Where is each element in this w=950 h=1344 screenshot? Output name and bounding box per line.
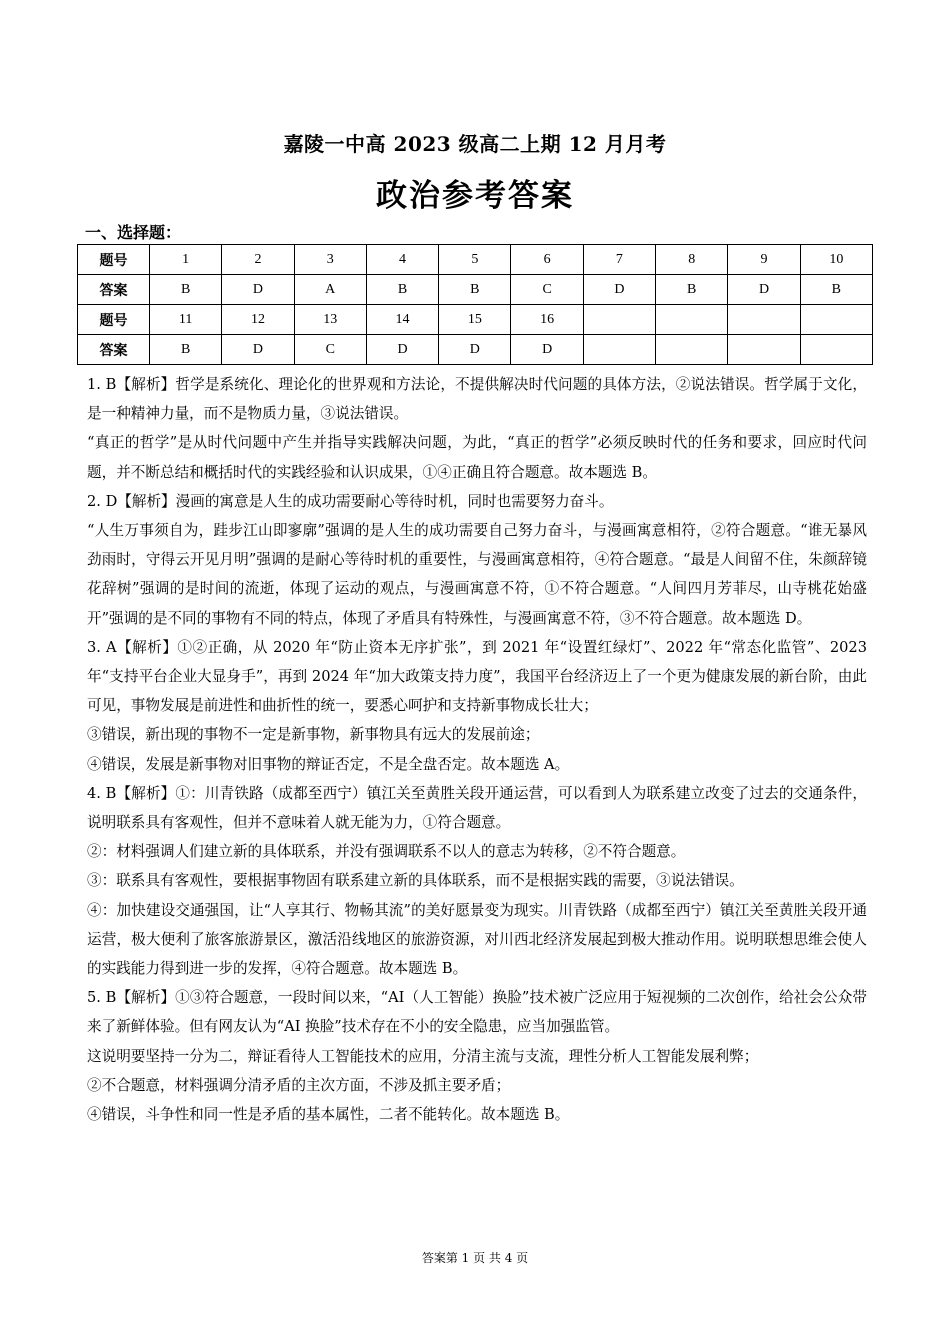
page-footer: 答案第 1 页 共 4 页 — [421, 1251, 529, 1265]
answer-cell — [583, 335, 655, 365]
answer-cell: D — [439, 335, 511, 365]
answer-cell: C — [294, 335, 366, 365]
question-number-cell: 4 — [366, 245, 438, 275]
answer-cell: D — [728, 275, 800, 305]
exam-title: 嘉陵一中高 2023 级高二上期 12 月月考 — [283, 132, 667, 156]
answer-cell: C — [511, 275, 583, 305]
answer-key-title: 政治参考答案 — [376, 178, 574, 214]
explanation-paragraph: ④：加快建设交通强国，让“人享其行、物畅其流”的美好愿景变为现实。川青铁路（成都至西宁）镇江关至黄胜关段开通运营，极大便利了旅客旅游景区，激活沿线地区的旅游资源，对川西北经济发展起到极大推动作用。说明联想思维会使人的实践能力得到进一步的发挥，④符合题意。故本题选 B。 — [87, 901, 867, 978]
explanation-paragraph: ④错误，斗争性和同一性是矛盾的基本属性，二者不能转化。故本题选 B。 — [87, 1106, 570, 1124]
table-row-numbers — [78, 305, 873, 335]
explanation-paragraph: 4. B【解析】①：川青铁路（成都至西宁）镇江关至黄胜关段开通运营，可以看到人为联系建立改变了过去的交通条件，说明联系具有客观性，但并不意味着人就无能为力，①符合题意。 — [87, 784, 867, 832]
explanation-paragraph: ③错误，新出现的事物不一定是新事物，新事物具有远大的发展前途； — [87, 726, 540, 744]
answer-cell: D — [583, 275, 655, 305]
table-row-answers — [78, 275, 873, 305]
explanation-paragraph: ②不合题意，材料强调分清矛盾的主次方面，不涉及抓主要矛盾； — [87, 1076, 511, 1094]
section-heading: 一、选择题： — [85, 223, 182, 242]
explanations — [87, 370, 867, 1129]
question-number-cell: 8 — [656, 245, 728, 275]
answer-cell: A — [294, 275, 366, 305]
question-number-cell: 7 — [583, 245, 655, 275]
answer-cell: D — [222, 335, 294, 365]
row-label-answer: 答案 — [78, 275, 150, 305]
table-row-numbers — [78, 245, 873, 275]
row-label-answer: 答案 — [78, 335, 150, 365]
question-number-cell — [800, 305, 872, 335]
explanation-paragraph: 5. B【解析】①③符合题意，一段时间以来，“AI（人工智能）换脸”技术被广泛应用于短视频的二次创作，给社会公众带来了新鲜体验。但有网友认为“AI 换脸”技术存在不小的安全隐患，应当加强监管。 — [87, 989, 867, 1036]
explanation-paragraph: 2. D【解析】漫画的寓意是人生的成功需要耐心等待时机，同时也需要努力奋斗。 — [87, 492, 614, 510]
answer-cell: B — [656, 275, 728, 305]
answer-cell: D — [222, 275, 294, 305]
question-number-cell — [728, 305, 800, 335]
explanation-paragraph: 1. B【解析】哲学是系统化、理论化的世界观和方法论，不提供解决时代问题的具体方法，②说法错误。哲学属于文化，是一种精神力量，而不是物质力量，③说法错误。 — [87, 376, 867, 423]
explanation-paragraph: 这说明要坚持一分为二，辩证看待人工智能技术的应用，分清主流与支流，理性分析人工智能发展利弊； — [87, 1047, 759, 1065]
question-number-cell: 12 — [222, 305, 294, 335]
answer-cell — [656, 335, 728, 365]
question-number-cell: 6 — [511, 245, 583, 275]
question-number-cell — [583, 305, 655, 335]
answer-cell: D — [511, 335, 583, 365]
explanation-paragraph: “人生万事须自为，跬步江山即寥廓”强调的是人生的成功需要自己努力奋斗，与漫画寓意相符，②符合题意。“谁无暴风劲雨时，守得云开见月明”强调的是耐心等待时机的重要性，与漫画寓意相符，④符合题意。“最是人间留不住，朱颜辞镜花辞树”强调的是时间的流逝，体现了运动的观点，与漫画寓意不符，①不符合题意。“人间四月芳菲尽，山寺桃花始盛开”强调的是不同的事物有不同的特点，体现了矛盾具有特殊性，与漫画寓意不符，③不符合题意。故本题选 D。 — [87, 522, 867, 627]
question-number-cell: 10 — [800, 245, 872, 275]
question-number-cell: 13 — [294, 305, 366, 335]
answer-cell: B — [439, 275, 511, 305]
question-number-cell: 14 — [366, 305, 438, 335]
answer-cell: D — [366, 335, 438, 365]
explanation-paragraph: 3. A【解析】①②正确，从 2020 年“防止资本无序扩张”，到 2021 年“设置红绿灯”、2022 年“常态化监管”、2023 年“支持平台企业大显身手”，再到 2024 年“加大政策支持力度”，我国平台经济迈上了一个更为健康发展的新台阶，由此可见，事物发展是前进性和曲折性的统一，要悉心呵护和支持新事物成长壮大； — [87, 638, 867, 715]
explanation-paragraph: ③：联系具有客观性，要根据事物固有联系建立新的具体联系，而不是根据实践的需要，③说法错误。 — [87, 872, 744, 890]
answer-cell — [728, 335, 800, 365]
row-label-number: 题号 — [78, 245, 150, 275]
answer-cell — [800, 335, 872, 365]
answer-cell: B — [150, 275, 222, 305]
question-number-cell: 1 — [150, 245, 222, 275]
question-number-cell: 11 — [150, 305, 222, 335]
explanation-paragraph: ④错误，发展是新事物对旧事物的辩证否定，不是全盘否定。故本题选 A。 — [87, 755, 570, 773]
answer-cell: B — [366, 275, 438, 305]
question-number-cell: 15 — [439, 305, 511, 335]
answer-table — [77, 244, 873, 365]
explanation-paragraph: ②：材料强调人们建立新的具体联系，并没有强调联系不以人的意志为转移，②不符合题意。 — [87, 843, 686, 861]
table-row-answers — [78, 335, 873, 365]
question-number-cell: 5 — [439, 245, 511, 275]
explanation-paragraph: “真正的哲学”是从时代问题中产生并指导实践解决问题，为此，“真正的哲学”必须反映时代的任务和要求，回应时代问题，并不断总结和概括时代的实践经验和认识成果，①④正确且符合题意。故本题选 B。 — [87, 434, 867, 481]
question-number-cell: 16 — [511, 305, 583, 335]
answer-cell: B — [800, 275, 872, 305]
answer-cell: B — [150, 335, 222, 365]
question-number-cell: 3 — [294, 245, 366, 275]
question-number-cell — [656, 305, 728, 335]
question-number-cell: 2 — [222, 245, 294, 275]
row-label-number: 题号 — [78, 305, 150, 335]
question-number-cell: 9 — [728, 245, 800, 275]
